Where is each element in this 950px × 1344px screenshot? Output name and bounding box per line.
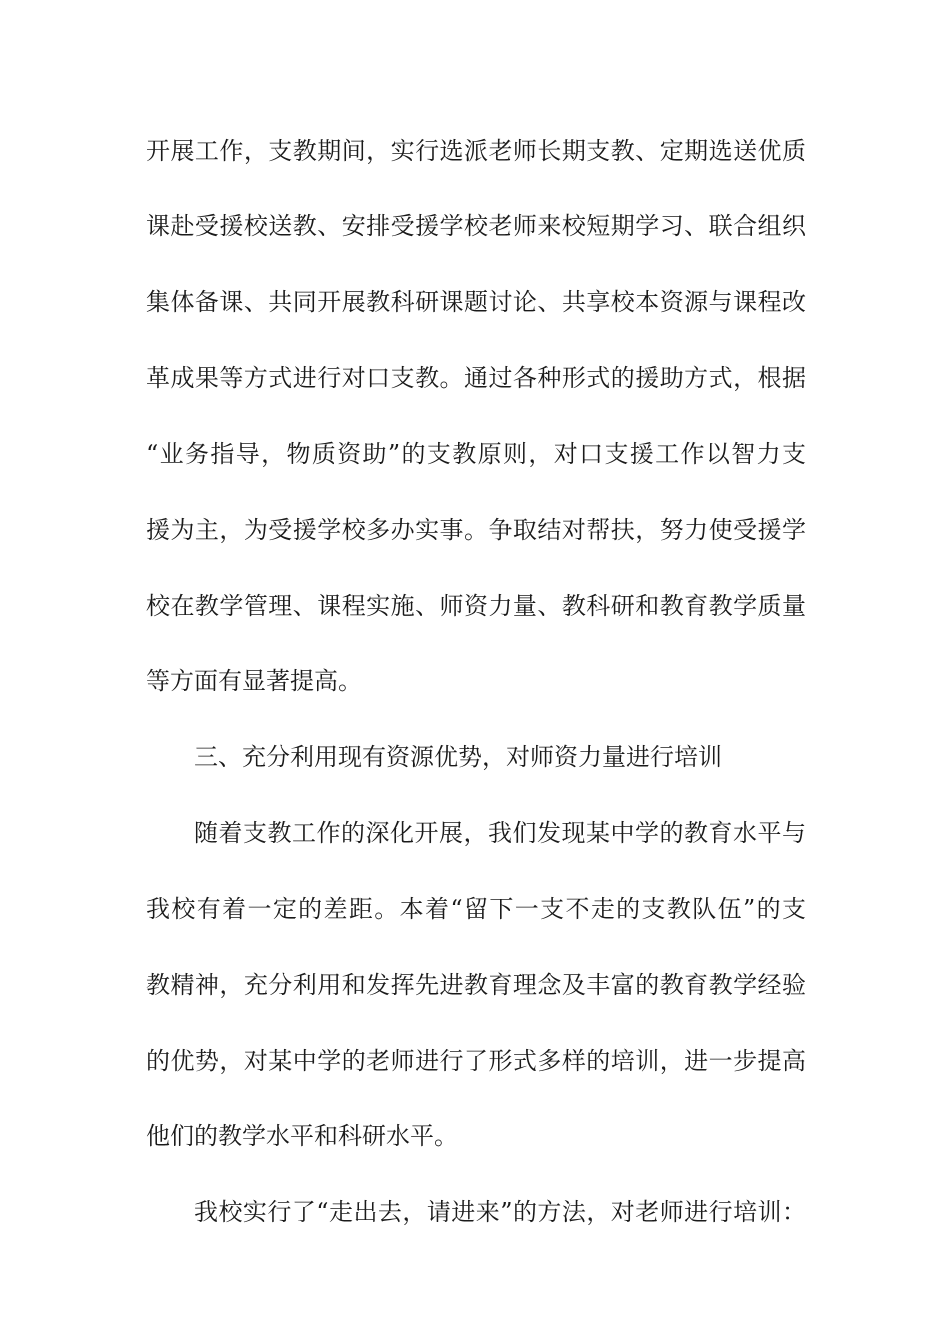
paragraph-line: 我校有着一定的差距。本着“留下一支不走的支教队伍”的支 [146, 895, 806, 923]
paragraph-line: 课赴受援校送教、安排受援学校老师来校短期学习、联合组织 [146, 212, 806, 240]
paragraph-line: “业务指导，物质资助”的支教原则，对口支援工作以智力支 [146, 440, 806, 468]
paragraph-line: 革成果等方式进行对口支教。通过各种形式的援助方式，根据 [146, 364, 806, 392]
paragraph-line: 等方面有显著提高。 [146, 667, 362, 695]
paragraph-line: 援为主，为受援学校多办实事。争取结对帮扶，努力使受援学 [146, 516, 806, 544]
section-heading: 三、充分利用现有资源优势，对师资力量进行培训 [194, 743, 722, 771]
paragraph-line: 开展工作，支教期间，实行选派老师长期支教、定期选送优质 [146, 137, 806, 165]
paragraph-line: 我校实行了“走出去，请进来”的方法，对老师进行培训： [194, 1198, 806, 1226]
paragraph-line: 的优势，对某中学的老师进行了形式多样的培训，进一步提高 [146, 1047, 806, 1075]
paragraph-line: 随着支教工作的深化开展，我们发现某中学的教育水平与 [194, 819, 806, 847]
paragraph-line: 他们的教学水平和科研水平。 [146, 1122, 458, 1150]
paragraph-line: 集体备课、共同开展教科研课题讨论、共享校本资源与课程改 [146, 288, 806, 316]
paragraph-line: 校在教学管理、课程实施、师资力量、教科研和教育教学质量 [146, 592, 806, 620]
paragraph-line: 教精神，充分利用和发挥先进教育理念及丰富的教育教学经验 [146, 971, 806, 999]
